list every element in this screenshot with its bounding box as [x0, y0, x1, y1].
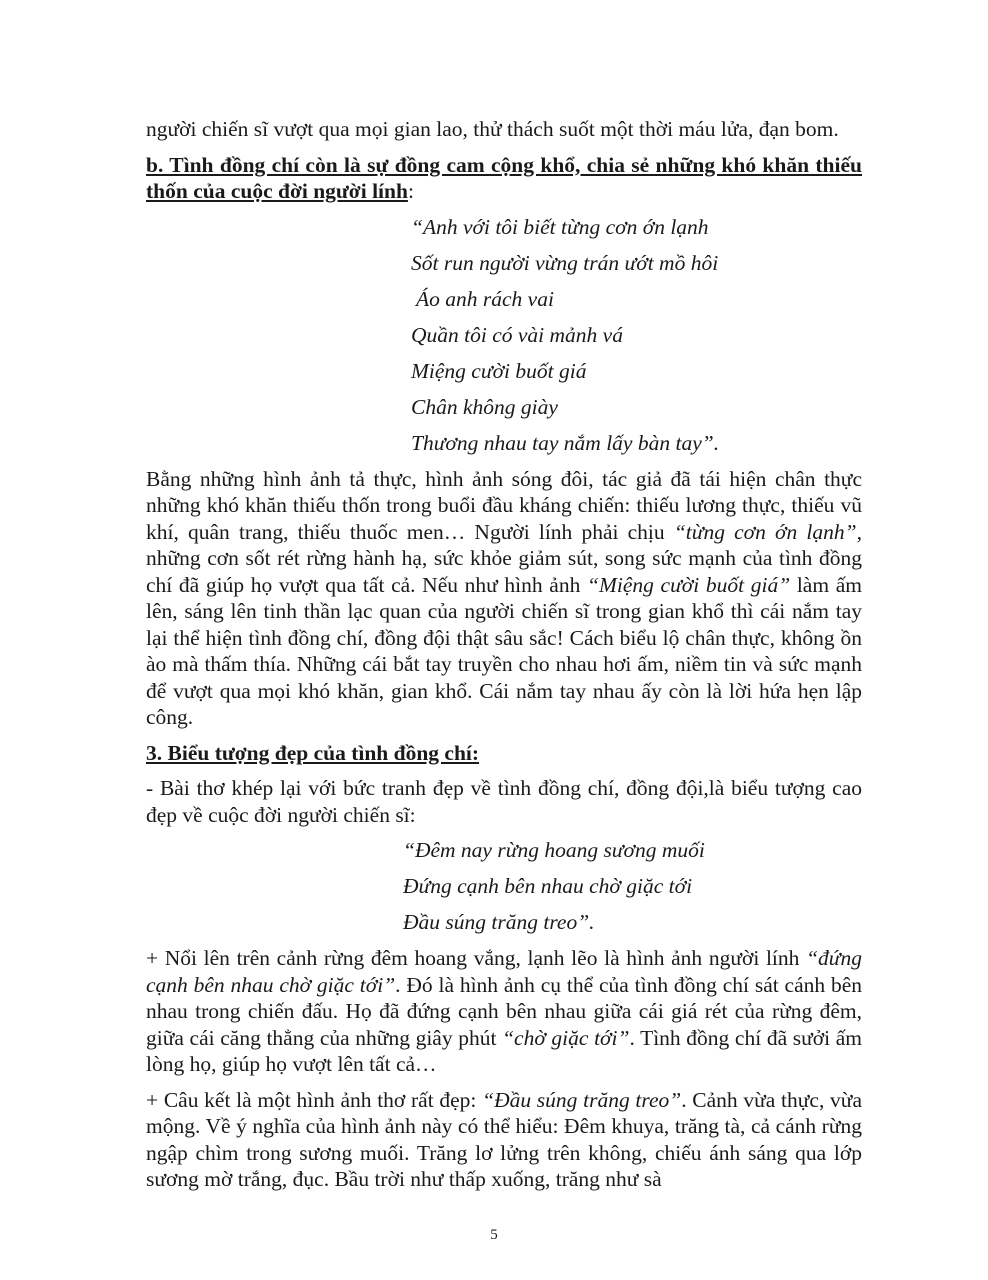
- poem-excerpt-1: [146, 214, 862, 456]
- quote-run: “từng cơn ớn lạnh”,: [673, 519, 862, 544]
- section-3-heading: 3. Biểu tượng đẹp của tình đồng chí:: [146, 740, 480, 765]
- text-run: làm ấm lên, sáng lên tinh thần lạc quan của người chiến sĩ trong gian khổ thì cái nắm tay lại thể hiện tình đồng chí, đồng đội thật sâu sắc! Cách biểu lộ chân thực, không ồn ào mà thấm thía. Những cái bắt tay truyền cho nhau hơi ấm, niềm tin và sức mạnh để vượt qua mọi khó khăn, gian khổ. Cái nắm tay nhau ấy còn là lời hứa hẹn lập công.: [146, 572, 862, 729]
- paragraph-analysis-b: [146, 466, 862, 731]
- poem-line: Sốt run người vừng trán ướt mồ hôi: [411, 250, 719, 275]
- quote-run: “chờ giặc tới”: [502, 1025, 630, 1050]
- text-run: . Đó là hình ảnh cụ thể của tình đồng chí sát cánh bên nhau trong chiến đấu. Họ đã đứng cạnh bên nhau giữa cái giá rét của rừng đêm, giữa cái căng thẳng của những giây phút: [146, 972, 862, 1050]
- poem-line: “Anh với tôi biết từng cơn ớn lạnh: [411, 214, 709, 239]
- paragraph-standing-together: [146, 945, 862, 1078]
- poem-line: “Đêm nay rừng hoang sương muối: [403, 838, 705, 862]
- section-b-heading-colon: :: [407, 179, 414, 203]
- paragraph-intro: người chiến sĩ vượt qua mọi gian lao, thử thách suốt một thời máu lửa, đạn bom.: [146, 117, 839, 141]
- section-b-heading-line: [146, 152, 862, 205]
- text-run: + Câu kết là một hình ảnh thơ rất đẹp:: [146, 1087, 483, 1112]
- poem-line: Đứng cạnh bên nhau chờ giặc tới: [403, 874, 693, 898]
- text-run: + Nổi lên trên cảnh rừng đêm hoang vắng, lạnh lẽo là hình ảnh người lính: [146, 946, 807, 970]
- poem-line: Chân không giày: [411, 394, 558, 419]
- text-run: Bằng những hình ảnh tả thực, hình ảnh sóng đôi, tác giả đã tái hiện chân thực những khó khăn thiếu thốn trong buổi đầu kháng chiến: thiếu lương thực, thiếu vũ khí, quân trang, thiếu thuốc men… Người lính phải chịu: [146, 466, 862, 544]
- poem-line: Áo anh rách vai: [416, 286, 554, 311]
- poem-line: Đầu súng trăng treo”.: [403, 910, 595, 934]
- quote-run: “Miệng cười buốt giá”: [587, 572, 791, 597]
- text-run: . Tình đồng chí đã sưởi ấm lòng họ, giúp họ vượt lên tất cả…: [146, 1025, 862, 1076]
- paragraph-symbol-intro: - Bài thơ khép lại với bức tranh đẹp về tình đồng chí, đồng đội,là biểu tượng cao đẹp về cuộc đời người chiến sĩ:: [146, 776, 862, 827]
- page-number: 5: [490, 1227, 498, 1243]
- quote-run: “Đầu súng trăng treo”: [482, 1087, 682, 1112]
- text-run: những cơn sốt rét rừng hành hạ, sức khỏe giảm sút, song sức mạnh của tình đồng chí đã giúp họ vượt qua tất cả. Nếu như hình ảnh: [146, 546, 862, 597]
- poem-line: Thương nhau tay nắm lấy bàn tay”.: [411, 430, 720, 455]
- section-b-heading: b. Tình đồng chí còn là sự đồng cam cộng khổ, chia sẻ những khó khăn thiếu thốn của cuộc đời người lính: [146, 152, 862, 203]
- poem-line: Miệng cười buốt giá: [411, 358, 587, 383]
- text-run: . Cảnh vừa thực, vừa mộng. Về ý nghĩa của hình ảnh này có thể hiểu: Đêm khuya, trăng tà, cả cánh rừng ngập chìm trong sương muối. Trăng lơ lửng trên không, chiếu ánh sáng qua lớp sương mờ trắng, đục. Bầu trời như thấp xuống, trăng như sà: [146, 1087, 862, 1191]
- paragraph-closing-image: [146, 1087, 862, 1193]
- poem-line: Quần tôi có vài mảnh vá: [411, 322, 623, 347]
- quote-run: “đứng cạnh bên nhau chờ giặc tới”: [146, 946, 862, 997]
- poem-excerpt-2: [146, 837, 862, 935]
